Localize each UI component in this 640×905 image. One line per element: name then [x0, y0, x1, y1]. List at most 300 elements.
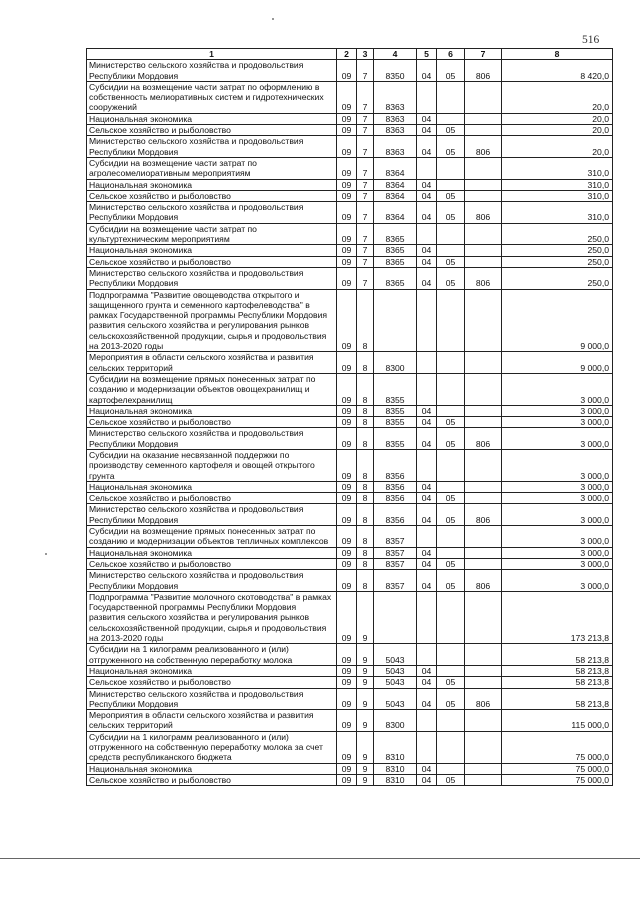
code-expense-type-cell — [465, 710, 502, 732]
item-name-cell: Мероприятия в области сельского хозяйства и развития сельских территорий — [87, 352, 337, 374]
code-section-cell: 04 — [417, 113, 437, 124]
code-subprogram-cell: 9 — [357, 763, 374, 774]
code-subprogram-cell: 9 — [357, 665, 374, 676]
amount-cell: 58 213,8 — [502, 688, 613, 710]
code-ministry-cell: 09 — [337, 481, 357, 492]
code-subprogram-cell: 9 — [357, 710, 374, 732]
code-section-cell: 04 — [417, 202, 437, 224]
code-ministry-cell: 09 — [337, 417, 357, 428]
item-name-cell: Министерство сельского хозяйства и продовольствия Республики Мордовия — [87, 428, 337, 450]
code-expense-type-cell — [465, 731, 502, 763]
code-subsection-cell — [437, 81, 465, 113]
item-name-cell: Подпрограмма "Развитие молочного скотоводства" в рамках Государственной программы Республики Мордовия развития сельского хозяйства и регулирования рынков сельскохозяйственной продукции, сырья и продовольствия на 2013-2020 годы — [87, 591, 337, 643]
code-target-cell: 8355 — [374, 405, 417, 416]
code-target-cell: 8364 — [374, 157, 417, 179]
table-row — [87, 710, 613, 732]
code-target-cell: 8357 — [374, 526, 417, 548]
code-target-cell — [374, 591, 417, 643]
item-name-cell: Национальная экономика — [87, 665, 337, 676]
code-subsection-cell: 05 — [437, 558, 465, 569]
code-target-cell: 8356 — [374, 493, 417, 504]
table-row — [87, 665, 613, 676]
code-section-cell: 04 — [417, 417, 437, 428]
column-header: 8 — [502, 49, 613, 60]
code-section-cell: 04 — [417, 125, 437, 136]
item-name-cell: Национальная экономика — [87, 245, 337, 256]
code-subsection-cell — [437, 665, 465, 676]
code-expense-type-cell — [465, 665, 502, 676]
amount-cell: 8 420,0 — [502, 60, 613, 82]
table-row — [87, 179, 613, 190]
code-section-cell: 04 — [417, 481, 437, 492]
item-name-cell: Министерство сельского хозяйства и продовольствия Республики Мордовия — [87, 504, 337, 526]
code-target-cell: 8300 — [374, 352, 417, 374]
code-ministry-cell: 09 — [337, 677, 357, 688]
code-subprogram-cell: 7 — [357, 256, 374, 267]
item-name-cell: Сельское хозяйство и рыболовство — [87, 125, 337, 136]
code-target-cell: 5043 — [374, 644, 417, 666]
code-ministry-cell: 09 — [337, 710, 357, 732]
code-ministry-cell: 09 — [337, 125, 357, 136]
code-expense-type-cell: 806 — [465, 202, 502, 224]
code-target-cell: 8356 — [374, 449, 417, 481]
amount-cell: 20,0 — [502, 136, 613, 158]
code-ministry-cell: 09 — [337, 526, 357, 548]
table-row — [87, 428, 613, 450]
item-name-cell: Подпрограмма "Развитие овощеводства открытого и защищенного грунта и семенного картофелеводства" в рамках Государственной программы Республики Мордовия развития сельского хозяйства и регулирования рынков сельскохозяйственной продукции, сырья и продовольствия на 2013-2020 годы — [87, 289, 337, 352]
column-header: 3 — [357, 49, 374, 60]
code-expense-type-cell — [465, 405, 502, 416]
table-row — [87, 558, 613, 569]
code-target-cell: 8365 — [374, 267, 417, 289]
item-name-cell: Министерство сельского хозяйства и продовольствия Республики Мордовия — [87, 267, 337, 289]
code-target-cell: 8364 — [374, 202, 417, 224]
page-bottom-rule — [0, 858, 640, 859]
code-target-cell: 5043 — [374, 665, 417, 676]
code-ministry-cell: 09 — [337, 190, 357, 201]
page-number: 516 — [582, 34, 600, 46]
scan-speck — [272, 18, 274, 20]
code-subprogram-cell: 8 — [357, 417, 374, 428]
amount-cell: 115 000,0 — [502, 710, 613, 732]
amount-cell: 9 000,0 — [502, 352, 613, 374]
code-subprogram-cell: 8 — [357, 405, 374, 416]
code-subprogram-cell: 8 — [357, 558, 374, 569]
code-section-cell: 04 — [417, 774, 437, 785]
code-expense-type-cell — [465, 190, 502, 201]
amount-cell: 310,0 — [502, 157, 613, 179]
amount-cell: 310,0 — [502, 179, 613, 190]
code-subsection-cell — [437, 710, 465, 732]
code-ministry-cell: 09 — [337, 289, 357, 352]
item-name-cell: Сельское хозяйство и рыболовство — [87, 256, 337, 267]
code-ministry-cell: 09 — [337, 245, 357, 256]
code-target-cell: 8350 — [374, 60, 417, 82]
item-name-cell: Национальная экономика — [87, 547, 337, 558]
table-row — [87, 113, 613, 124]
code-subprogram-cell: 7 — [357, 179, 374, 190]
item-name-cell: Мероприятия в области сельского хозяйства и развития сельских территорий — [87, 710, 337, 732]
table-row — [87, 190, 613, 201]
code-subprogram-cell: 9 — [357, 591, 374, 643]
code-subsection-cell: 05 — [437, 428, 465, 450]
amount-cell: 58 213,8 — [502, 677, 613, 688]
table-row — [87, 570, 613, 592]
column-header: 4 — [374, 49, 417, 60]
code-expense-type-cell: 806 — [465, 428, 502, 450]
code-subprogram-cell: 7 — [357, 202, 374, 224]
code-expense-type-cell — [465, 157, 502, 179]
code-subprogram-cell: 7 — [357, 113, 374, 124]
table-row — [87, 267, 613, 289]
code-target-cell: 8365 — [374, 256, 417, 267]
code-expense-type-cell: 806 — [465, 267, 502, 289]
code-subsection-cell: 05 — [437, 774, 465, 785]
code-subsection-cell — [437, 157, 465, 179]
item-name-cell: Сельское хозяйство и рыболовство — [87, 190, 337, 201]
code-target-cell: 8365 — [374, 223, 417, 245]
code-ministry-cell: 09 — [337, 558, 357, 569]
code-section-cell: 04 — [417, 428, 437, 450]
item-name-cell: Национальная экономика — [87, 179, 337, 190]
code-expense-type-cell — [465, 179, 502, 190]
code-target-cell: 8365 — [374, 245, 417, 256]
item-name-cell: Сельское хозяйство и рыболовство — [87, 417, 337, 428]
table-row — [87, 504, 613, 526]
code-target-cell: 8356 — [374, 504, 417, 526]
amount-cell: 75 000,0 — [502, 774, 613, 785]
code-expense-type-cell — [465, 417, 502, 428]
code-target-cell: 8364 — [374, 179, 417, 190]
code-ministry-cell: 09 — [337, 644, 357, 666]
amount-cell: 3 000,0 — [502, 526, 613, 548]
code-section-cell: 04 — [417, 60, 437, 82]
code-expense-type-cell — [465, 493, 502, 504]
code-ministry-cell: 09 — [337, 763, 357, 774]
amount-cell: 3 000,0 — [502, 481, 613, 492]
code-target-cell: 5043 — [374, 688, 417, 710]
code-target-cell: 8363 — [374, 136, 417, 158]
code-expense-type-cell — [465, 558, 502, 569]
code-ministry-cell: 09 — [337, 774, 357, 785]
code-expense-type-cell — [465, 644, 502, 666]
code-section-cell — [417, 289, 437, 352]
item-name-cell: Сельское хозяйство и рыболовство — [87, 774, 337, 785]
column-header: 5 — [417, 49, 437, 60]
table-row — [87, 60, 613, 82]
code-expense-type-cell — [465, 223, 502, 245]
column-header: 7 — [465, 49, 502, 60]
code-subsection-cell — [437, 547, 465, 558]
amount-cell: 20,0 — [502, 113, 613, 124]
code-section-cell: 04 — [417, 405, 437, 416]
amount-cell: 250,0 — [502, 267, 613, 289]
table-row — [87, 405, 613, 416]
code-target-cell: 8363 — [374, 125, 417, 136]
code-target-cell: 8355 — [374, 428, 417, 450]
amount-cell: 3 000,0 — [502, 373, 613, 405]
code-subprogram-cell: 8 — [357, 352, 374, 374]
code-expense-type-cell — [465, 256, 502, 267]
table-row — [87, 493, 613, 504]
code-ministry-cell: 09 — [337, 352, 357, 374]
amount-cell: 58 213,8 — [502, 665, 613, 676]
amount-cell: 75 000,0 — [502, 763, 613, 774]
code-subprogram-cell: 9 — [357, 644, 374, 666]
code-subsection-cell — [437, 113, 465, 124]
code-subsection-cell — [437, 352, 465, 374]
code-expense-type-cell — [465, 763, 502, 774]
item-name-cell: Сельское хозяйство и рыболовство — [87, 677, 337, 688]
code-section-cell: 04 — [417, 763, 437, 774]
code-expense-type-cell — [465, 373, 502, 405]
code-subprogram-cell: 8 — [357, 481, 374, 492]
code-ministry-cell: 09 — [337, 504, 357, 526]
code-subsection-cell: 05 — [437, 202, 465, 224]
amount-cell: 173 213,8 — [502, 591, 613, 643]
item-name-cell: Министерство сельского хозяйства и продовольствия Республики Мордовия — [87, 136, 337, 158]
amount-cell: 3 000,0 — [502, 493, 613, 504]
code-subprogram-cell: 8 — [357, 526, 374, 548]
code-section-cell: 04 — [417, 547, 437, 558]
table-row — [87, 352, 613, 374]
code-target-cell: 8363 — [374, 113, 417, 124]
item-name-cell: Субсидии на возмещение прямых понесенных затрат по созданию и модернизации объектов тепличных комплексов — [87, 526, 337, 548]
code-ministry-cell: 09 — [337, 136, 357, 158]
code-expense-type-cell — [465, 125, 502, 136]
code-subsection-cell — [437, 223, 465, 245]
column-header: 2 — [337, 49, 357, 60]
code-ministry-cell: 09 — [337, 547, 357, 558]
amount-cell: 58 213,8 — [502, 644, 613, 666]
code-expense-type-cell — [465, 113, 502, 124]
amount-cell: 310,0 — [502, 190, 613, 201]
table-row — [87, 644, 613, 666]
table-header-row — [87, 49, 613, 60]
table-row — [87, 763, 613, 774]
code-ministry-cell: 09 — [337, 113, 357, 124]
code-subsection-cell: 05 — [437, 417, 465, 428]
code-subsection-cell — [437, 373, 465, 405]
amount-cell: 3 000,0 — [502, 570, 613, 592]
code-section-cell: 04 — [417, 677, 437, 688]
code-section-cell — [417, 731, 437, 763]
column-header: 1 — [87, 49, 337, 60]
code-ministry-cell: 09 — [337, 157, 357, 179]
code-target-cell: 8310 — [374, 731, 417, 763]
code-ministry-cell: 09 — [337, 449, 357, 481]
code-section-cell: 04 — [417, 665, 437, 676]
code-section-cell: 04 — [417, 179, 437, 190]
code-subsection-cell: 05 — [437, 190, 465, 201]
code-expense-type-cell: 806 — [465, 688, 502, 710]
table-row — [87, 481, 613, 492]
code-subprogram-cell: 7 — [357, 136, 374, 158]
code-expense-type-cell — [465, 449, 502, 481]
table-row — [87, 157, 613, 179]
code-target-cell — [374, 289, 417, 352]
code-section-cell — [417, 81, 437, 113]
code-ministry-cell: 09 — [337, 405, 357, 416]
amount-cell: 250,0 — [502, 256, 613, 267]
code-ministry-cell: 09 — [337, 60, 357, 82]
code-target-cell: 5043 — [374, 677, 417, 688]
table-row — [87, 125, 613, 136]
table-row — [87, 81, 613, 113]
table-row — [87, 136, 613, 158]
code-subprogram-cell: 8 — [357, 570, 374, 592]
item-name-cell: Министерство сельского хозяйства и продовольствия Республики Мордовия — [87, 60, 337, 82]
code-expense-type-cell: 806 — [465, 504, 502, 526]
table-row — [87, 449, 613, 481]
code-subprogram-cell: 7 — [357, 125, 374, 136]
code-subsection-cell — [437, 405, 465, 416]
code-ministry-cell: 09 — [337, 223, 357, 245]
code-subprogram-cell: 9 — [357, 677, 374, 688]
code-section-cell: 04 — [417, 256, 437, 267]
code-target-cell: 8364 — [374, 190, 417, 201]
code-section-cell: 04 — [417, 570, 437, 592]
table-row — [87, 591, 613, 643]
code-ministry-cell: 09 — [337, 688, 357, 710]
code-subsection-cell: 05 — [437, 677, 465, 688]
code-expense-type-cell — [465, 547, 502, 558]
amount-cell: 3 000,0 — [502, 405, 613, 416]
code-subsection-cell — [437, 245, 465, 256]
code-subsection-cell — [437, 644, 465, 666]
code-section-cell: 04 — [417, 558, 437, 569]
code-target-cell: 8356 — [374, 481, 417, 492]
code-target-cell: 8363 — [374, 81, 417, 113]
code-expense-type-cell: 806 — [465, 570, 502, 592]
code-subprogram-cell: 7 — [357, 157, 374, 179]
item-name-cell: Национальная экономика — [87, 763, 337, 774]
code-expense-type-cell — [465, 526, 502, 548]
code-ministry-cell: 09 — [337, 81, 357, 113]
code-expense-type-cell — [465, 81, 502, 113]
item-name-cell: Субсидии на возмещение части затрат по культуртехническим мероприятиям — [87, 223, 337, 245]
item-name-cell: Министерство сельского хозяйства и продовольствия Республики Мордовия — [87, 688, 337, 710]
budget-table — [86, 48, 613, 786]
code-subprogram-cell: 8 — [357, 493, 374, 504]
item-name-cell: Субсидии на оказание несвязанной поддержки по производству семенного картофеля и овощей открытого грунта — [87, 449, 337, 481]
code-ministry-cell: 09 — [337, 731, 357, 763]
code-subprogram-cell: 8 — [357, 428, 374, 450]
item-name-cell: Национальная экономика — [87, 405, 337, 416]
code-ministry-cell: 09 — [337, 373, 357, 405]
code-subsection-cell — [437, 289, 465, 352]
code-section-cell — [417, 710, 437, 732]
code-subsection-cell — [437, 591, 465, 643]
code-expense-type-cell — [465, 352, 502, 374]
code-ministry-cell: 09 — [337, 428, 357, 450]
code-section-cell: 04 — [417, 493, 437, 504]
item-name-cell: Министерство сельского хозяйства и продовольствия Республики Мордовия — [87, 570, 337, 592]
item-name-cell: Субсидии на возмещение прямых понесенных затрат по созданию и модернизации объектов овощехранилищ и картофелехранилищ — [87, 373, 337, 405]
code-expense-type-cell: 806 — [465, 136, 502, 158]
code-subprogram-cell: 7 — [357, 223, 374, 245]
code-target-cell: 8310 — [374, 774, 417, 785]
table-row — [87, 256, 613, 267]
code-subsection-cell — [437, 449, 465, 481]
item-name-cell: Субсидии на 1 килограмм реализованного и (или) отгруженного на собственную переработку молока — [87, 644, 337, 666]
code-target-cell: 8310 — [374, 763, 417, 774]
amount-cell: 3 000,0 — [502, 504, 613, 526]
item-name-cell: Министерство сельского хозяйства и продовольствия Республики Мордовия — [87, 202, 337, 224]
code-section-cell — [417, 373, 437, 405]
amount-cell: 9 000,0 — [502, 289, 613, 352]
code-subprogram-cell: 9 — [357, 688, 374, 710]
table-row — [87, 245, 613, 256]
code-section-cell — [417, 591, 437, 643]
code-subsection-cell — [437, 763, 465, 774]
code-subprogram-cell: 7 — [357, 245, 374, 256]
code-section-cell: 04 — [417, 688, 437, 710]
code-section-cell: 04 — [417, 136, 437, 158]
code-ministry-cell: 09 — [337, 591, 357, 643]
code-subsection-cell: 05 — [437, 136, 465, 158]
code-subsection-cell: 05 — [437, 125, 465, 136]
code-target-cell: 8300 — [374, 710, 417, 732]
table-row — [87, 731, 613, 763]
code-ministry-cell: 09 — [337, 267, 357, 289]
amount-cell: 250,0 — [502, 245, 613, 256]
code-target-cell: 8357 — [374, 558, 417, 569]
code-section-cell — [417, 526, 437, 548]
table-row — [87, 417, 613, 428]
table-row — [87, 774, 613, 785]
code-section-cell: 04 — [417, 190, 437, 201]
code-section-cell — [417, 157, 437, 179]
table-row — [87, 526, 613, 548]
code-subprogram-cell: 8 — [357, 289, 374, 352]
amount-cell: 250,0 — [502, 223, 613, 245]
code-section-cell — [417, 352, 437, 374]
amount-cell: 3 000,0 — [502, 428, 613, 450]
code-subsection-cell: 05 — [437, 504, 465, 526]
code-subsection-cell — [437, 731, 465, 763]
code-subprogram-cell: 7 — [357, 267, 374, 289]
code-ministry-cell: 09 — [337, 493, 357, 504]
code-target-cell: 8355 — [374, 417, 417, 428]
code-subsection-cell: 05 — [437, 60, 465, 82]
code-expense-type-cell — [465, 677, 502, 688]
code-subsection-cell — [437, 526, 465, 548]
code-expense-type-cell — [465, 774, 502, 785]
code-subprogram-cell: 9 — [357, 731, 374, 763]
amount-cell: 75 000,0 — [502, 731, 613, 763]
code-subsection-cell — [437, 179, 465, 190]
code-section-cell — [417, 449, 437, 481]
amount-cell: 310,0 — [502, 202, 613, 224]
code-ministry-cell: 09 — [337, 202, 357, 224]
item-name-cell: Субсидии на возмещение части затрат по агролесомелиоративным мероприятиям — [87, 157, 337, 179]
code-subprogram-cell: 9 — [357, 774, 374, 785]
code-ministry-cell: 09 — [337, 570, 357, 592]
code-section-cell: 04 — [417, 267, 437, 289]
code-subsection-cell: 05 — [437, 493, 465, 504]
code-section-cell: 04 — [417, 245, 437, 256]
code-expense-type-cell — [465, 481, 502, 492]
code-subsection-cell — [437, 481, 465, 492]
table-row — [87, 373, 613, 405]
table-row — [87, 202, 613, 224]
amount-cell: 20,0 — [502, 81, 613, 113]
code-subsection-cell: 05 — [437, 570, 465, 592]
table-row — [87, 289, 613, 352]
code-expense-type-cell: 806 — [465, 60, 502, 82]
column-header: 6 — [437, 49, 465, 60]
